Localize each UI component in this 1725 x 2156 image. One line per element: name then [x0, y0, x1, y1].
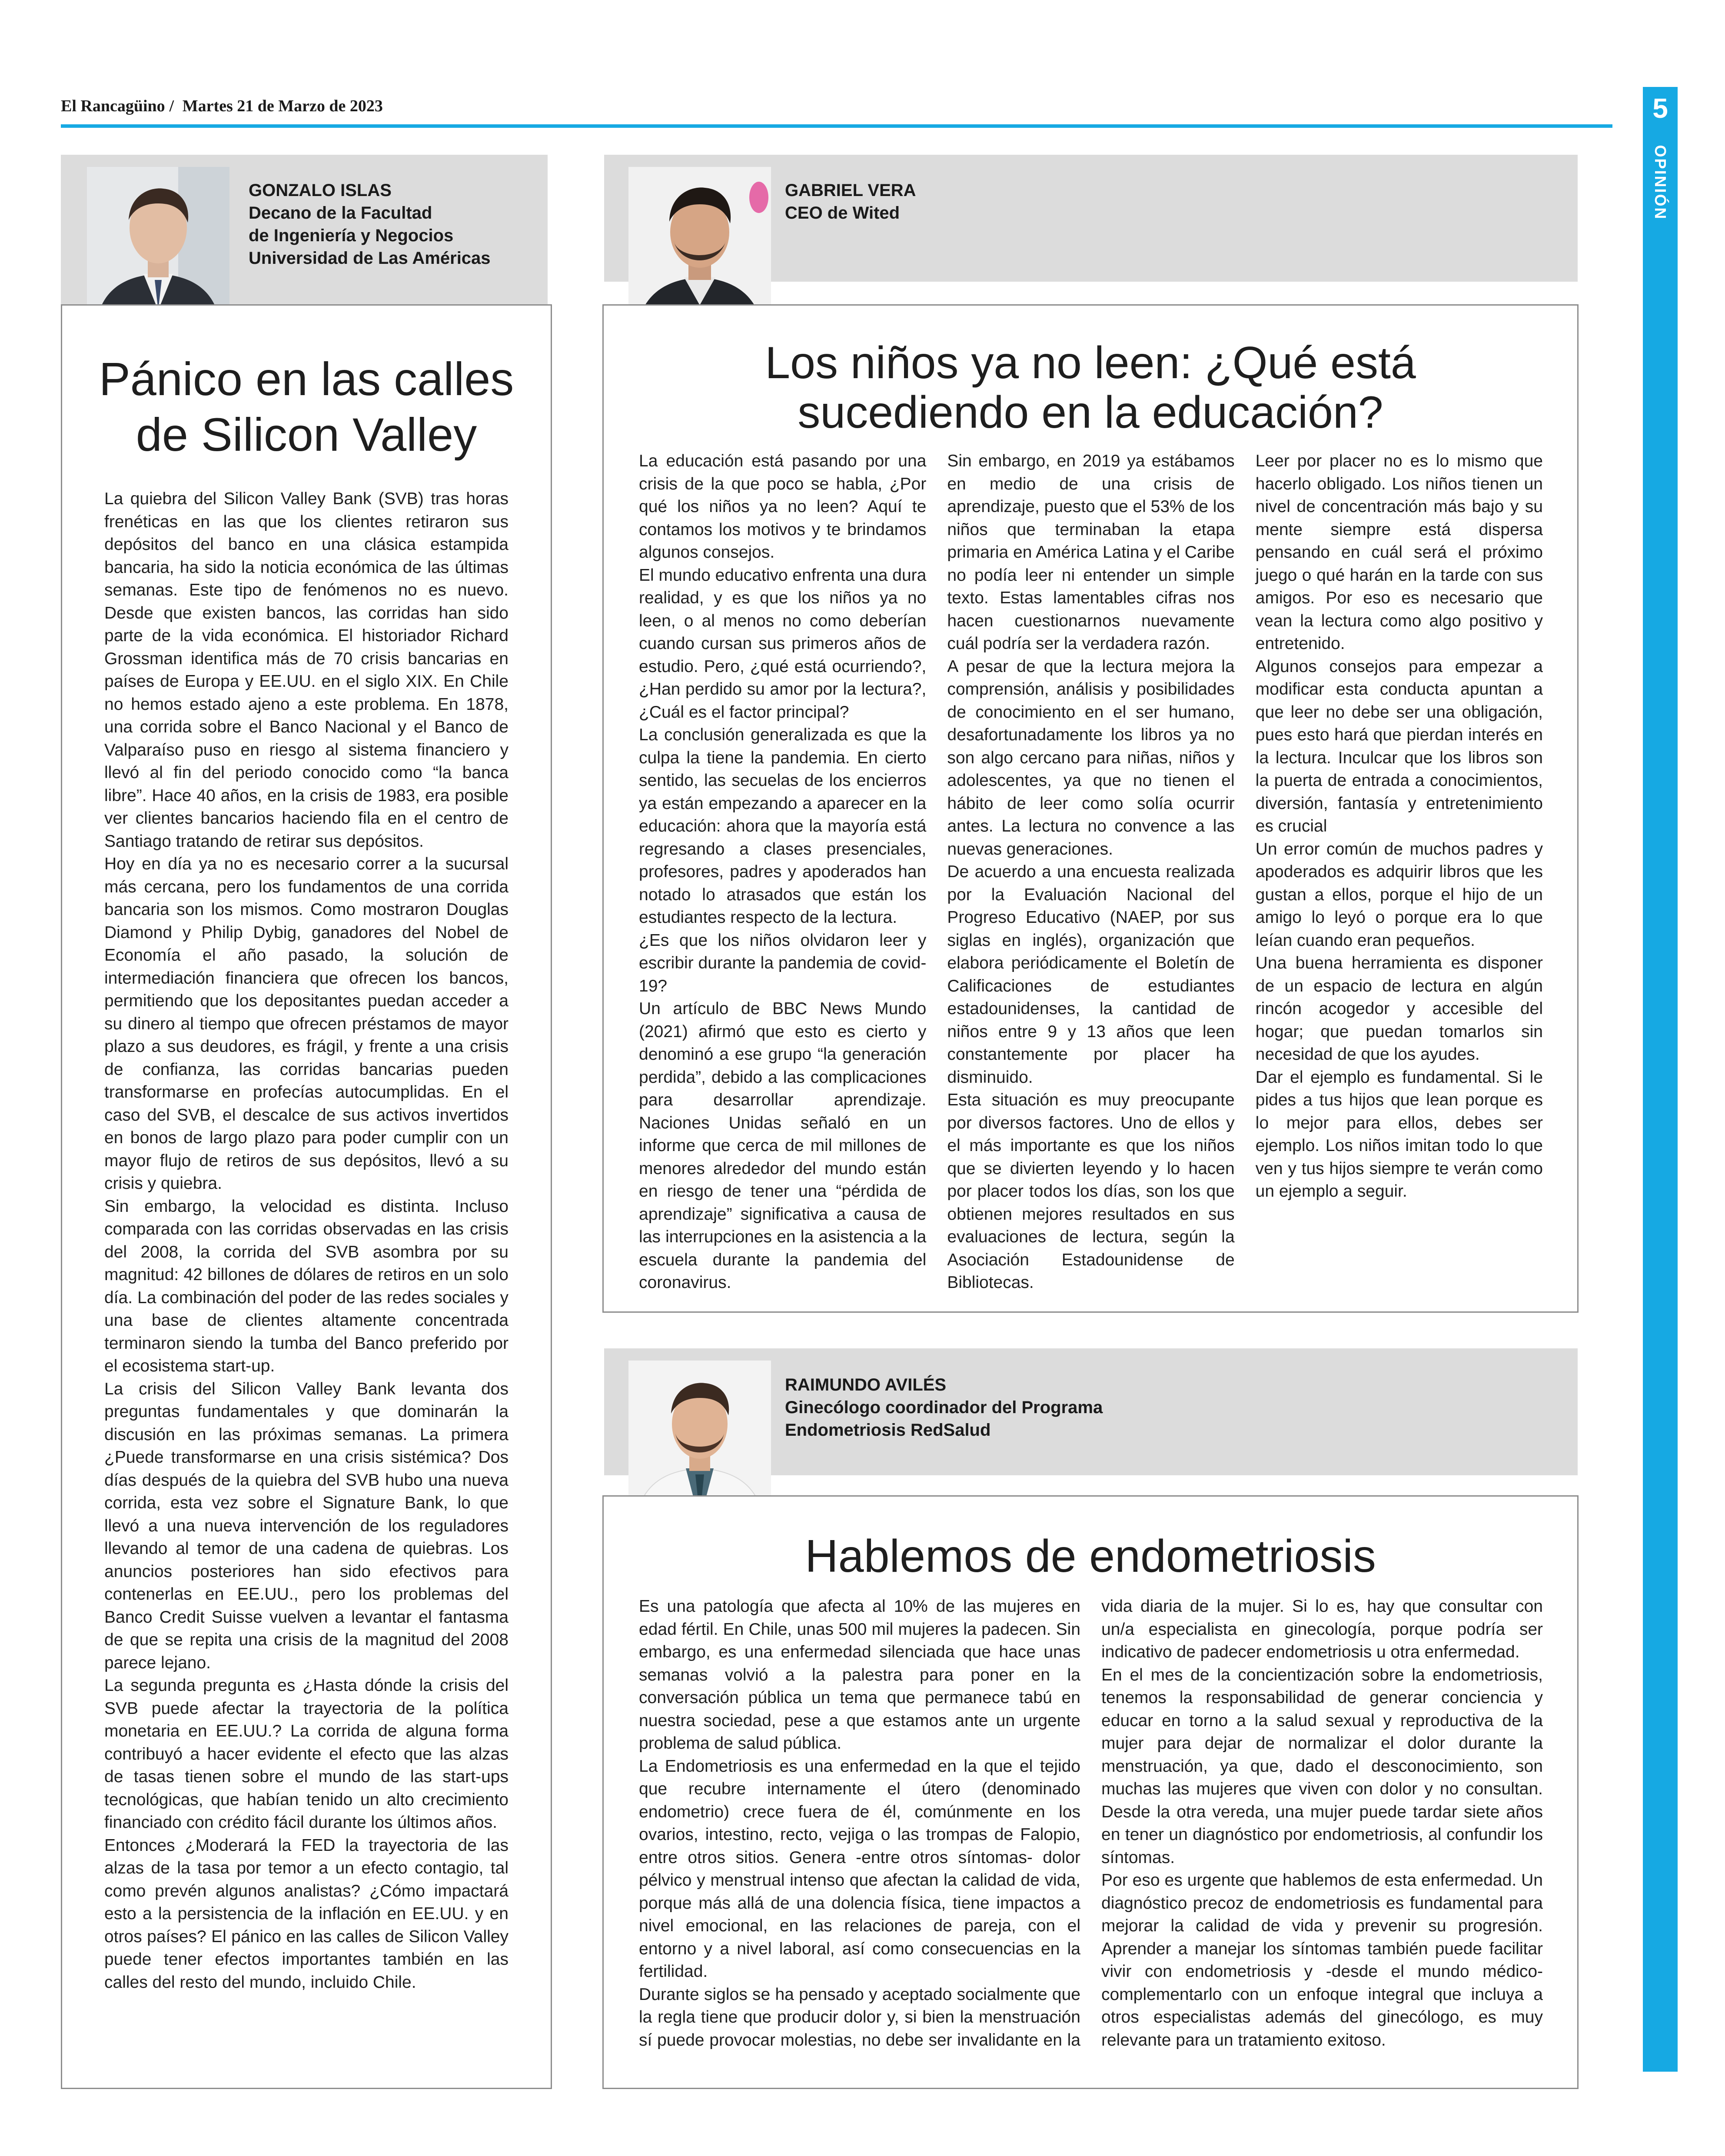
section-strip — [1643, 87, 1678, 2072]
headline-line: Los niños ya no leen: ¿Qué está — [765, 338, 1416, 388]
paper-name: El Rancagüino — [61, 97, 165, 115]
author-meta-islas — [249, 179, 535, 270]
author-name: RAIMUNDO AVILÉS — [785, 1375, 947, 1394]
section-label — [1643, 139, 1678, 226]
paragraph: Hoy en día ya no es necesario correr a la sucursal más cercana, pero los fundamentos de una corrida bancaria son los mismos. Como mostraron Douglas Diamond y Philip Dybig, ganadores del Nobel de Economía el año pasado, la solución de intermediación financiera que ofrecen los bancos, permitiendo que los depositantes puedan acceder a su dinero al tiempo que ofrecen préstamos de mayor plazo a sus deudores, es frágil, y frente a una crisis de confianza, las corridas bancarias pueden transformarse en profecías autocumplidas. En el caso del SVB, el descalce de sus activos invertidos en bonos de largo plazo para poder cumplir con un mayor flujo de retiros de sus depósitos, llevó a su crisis y quiebra. — [104, 855, 509, 1193]
portrait-vera-image — [628, 167, 771, 328]
author-photo-islas — [87, 167, 229, 328]
author-photo-vera — [628, 167, 771, 328]
masthead-separator: / — [169, 97, 174, 115]
paragraph: Es una patología que afecta al 10% de las mujeres en edad fértil. En Chile, unas 500 mil mujeres la padecen. Sin embargo, es una enfermedad silenciada que hace unas semanas volvió a la palestra para poner en la conversación pública un tema que permanece tabú en nuestra sociedad, pese a que estamos ante un urgente problema de salud pública. — [639, 1597, 1080, 1753]
paragraph: La Endometriosis es una enfermedad en la que el tejido que recubre internamente el útero (denominado endometrio) crece fuera de él, comúnmente en los ovarios, intestino, recto, vejiga o las trompas de Falopio, entre otros sitios. Genera -entre otros síntomas- dolor pélvico y menstrual intenso que afectan la calidad de vida, porque más allá de una dolencia física, tiene impactos a nivel emocional, en las relaciones de pareja, con el entorno y a nivel laboral, así como consecuencias en la fertilidad. — [639, 1757, 1080, 1981]
paragraph: Entonces ¿Moderará la FED la trayectoria de las alzas de la tasa por temor a un efecto contagio, tal como prevén algunos analistas? ¿Cómo impactará esto a la persistencia de la inflación en EE.UU. y en otros países? El pánico en las calles de Silicon Valley puede tener efectos importantes también en las calles del resto del mundo, incluido Chile. — [104, 1836, 509, 1992]
paragraph: Un artículo de BBC News Mundo (2021) afirmó que esto es cierto y denominó a ese grupo “la generación perdida”, debido a las complicaciones para desarrollar aprendizaje. Naciones Unidas señaló en un informe que cerca de mil millones de menores alrededor del mundo están en riesgo de tener una “pérdida de aprendizaje” significativa a causa de las interrupciones en la asistencia a la escuela durante la pandemia del coronavirus. — [639, 999, 927, 1292]
paragraph: La educación está pasando por una crisis de la que poco se habla, ¿Por qué los niños ya no leen? Aquí te contamos los motivos y te brindamos algunos consejos. — [639, 452, 927, 562]
author-role-line: Decano de la Facultad — [249, 203, 432, 223]
headline-ninos-no-leen — [602, 338, 1579, 437]
paragraph: Sin embargo, en 2019 ya estábamos en medio de una crisis de aprendizaje, puesto que el 53% de los niños que terminaban la etapa primaria en América Latina y el Caribe no podía leer ni entender un simple texto. Estas lamentables cifras nos hacen cuestionarnos nuevamente cuál podría ser la verdadera razón. — [947, 452, 1235, 653]
portrait-islas-image — [87, 167, 229, 328]
top-rule — [61, 124, 1612, 128]
headline-silicon-valley — [61, 351, 552, 462]
paragraph: Una buena herramienta es disponer de un espacio de lectura en algún rincón acogedor y accesible del hogar; que puedan tomarlos sin necesidad de que los ayudes. — [1255, 954, 1543, 1064]
author-role-line: de Ingeniería y Negocios — [249, 226, 454, 245]
article-body-silicon-valley — [104, 488, 509, 2057]
paragraph: La crisis del Silicon Valley Bank levanta dos preguntas fundamentales y que dominarán la discusión en las próximas semanas. La primera ¿Puede transformarse en una crisis sistémica? Dos días después de la quiebra del SVB hubo una nueva corrida, esta vez sobre el Signature Bank, lo que llevó a una nueva intervención de los reguladores llevando al temor de una cadena de quiebras. Los anuncios posteriores han sido efectivos para contenerlas en EE.UU., pero los problemas del Banco Credit Suisse vuelven a levantar el fantasma de que se repita una crisis de la magnitud del 2008 parece lejano. — [104, 1379, 509, 1672]
author-role-line: Endometriosis RedSalud — [785, 1421, 991, 1440]
author-role-line: Universidad de Las Américas — [249, 249, 491, 268]
author-role-line: Ginecólogo coordinador del Programa — [785, 1398, 1103, 1417]
paragraph: Un error común de muchos padres y apoderados es adquirir libros que les gustan a ellos, porque el hijo de un amigo lo leyó o porque era lo que leían cuando eran pequeños. — [1255, 839, 1543, 950]
issue-date: Martes 21 de Marzo de 2023 — [182, 97, 383, 115]
page-number: 5 — [1652, 93, 1668, 124]
paragraph: Dar el ejemplo es fundamental. Si le pides a tus hijos que lean porque es lo mejor para ellos, debes ser ejemplo. Los niños imitan todo lo que ven y tus hijos siempre te verán como un ejemplo a seguir. — [1255, 1068, 1543, 1201]
author-meta-aviles — [785, 1374, 1306, 1441]
author-role-line: CEO de Wited — [785, 203, 900, 223]
paragraph: A pesar de que la lectura mejora la comprensión, análisis y posibilidades de conocimiento en el ser humano, desafortunadamente los libros ya no son algo cercano para niñas, niños y adolescentes, ya que no tienen el hábito de leer como solía ocurrir antes. La lectura no convence a las nuevas generaciones. — [947, 657, 1235, 858]
paragraph: Sin embargo, la velocidad es distinta. Incluso comparada con las corridas observadas en las crisis del 2008, la corrida del SVB asombra por su magnitud: 42 billones de dólares de retiros en un solo día. La combinación del poder de las redes sociales y una base de clientes altamente concentrada terminaron siendo la tumba del Banco preferido por el ecosistema start-up. — [104, 1197, 509, 1375]
paragraph: ¿Es que los niños olvidaron leer y escribir durante la pandemia de covid-19? — [639, 931, 927, 995]
masthead — [61, 96, 1612, 123]
section-label-text: OPINIÓN — [1652, 145, 1669, 220]
paragraph: La segunda pregunta es ¿Hasta dónde la crisis del SVB puede afectar la trayectoria de la política monetaria en EE.UU.? La corrida de alguna forma contribuyó a hacer evidente el efecto que las alzas de tasas tienen sobre el mundo de las start-ups tecnológicas, que habían tenido un alto crecimiento financiado con crédito fácil durante los últimos años. — [104, 1676, 509, 1832]
author-name: GONZALO ISLAS — [249, 181, 392, 200]
paragraph: Por eso es urgente que hablemos de esta enfermedad. Un diagnóstico precoz de endometriosis es fundamental para mejorar la calidad de vida y prevenir su progresión. Aprender a manejar los síntomas también puede facilitar vivir con endometriosis y -desde el mundo médico- complementarlo con un enfoque integral que incluya a otros especialistas además del ginecólogo, es muy relevante para un tratamiento exitoso. — [1101, 1871, 1543, 2050]
paragraph: Durante siglos se ha pensado y aceptado socialmente que la regla tiene que producir dolor y, si bien la menstruación sí puede provocar molestias, no debe ser invalidante en la vida diaria de la mujer. Si lo es, hay que consultar con un/a especialista en ginecología, porque podría ser indicativo de padecer endometriosis u otra enfermedad. — [639, 1597, 1543, 2050]
headline-line: de Silicon Valley — [136, 408, 477, 461]
paragraph: Leer por placer no es lo mismo que hacerlo obligado. Los niños tienen un nivel de concentración más bajo y su mente siempre está dispersa pensando en cuál será el próximo juego o qué harán en la tarde con sus amigos. Por eso es necesario que vean la lectura como algo positivo y entretenido. — [1255, 452, 1543, 653]
paragraph: Algunos consejos para empezar a modificar esta conducta apuntan a que leer no debe ser una obligación, pues esto hará que pierdan interés en la lectura. Inculcar que los libros son la puerta de entrada a conocimientos, diversión, fantasía y entretenimiento es crucial — [1255, 657, 1543, 835]
author-name: GABRIEL VERA — [785, 181, 916, 200]
headline-endometriosis — [602, 1529, 1579, 1583]
headline-line: sucediendo en la educación? — [798, 387, 1383, 438]
headline-line: Hablemos de endometriosis — [805, 1530, 1376, 1582]
article-body-ninos-no-leen — [639, 450, 1543, 1298]
paragraph: La conclusión generalizada es que la culpa la tiene la pandemia. En cierto sentido, las secuelas de los encierros ya están empezando a aparecer en la educación: ahora que la mayoría está regresando a clases presenciales, profesores, padres y apoderados han notado lo atrasados que están los estudiantes respecto de la lectura. — [639, 725, 927, 927]
headline-line: Pánico en las calles — [99, 353, 514, 405]
author-meta-vera — [785, 179, 1176, 224]
article-body-endometriosis — [639, 1595, 1543, 2073]
paragraph: El mundo educativo enfrenta una dura realidad, y es que los niños ya no leen, o al menos no como deberían cuando cursan sus primeros años de estudio. Pero, ¿qué está ocurriendo?, ¿Han perdido su amor por la lectura?, ¿Cuál es el factor principal? — [639, 566, 927, 722]
paragraph: Esta situación es muy preocupante por diversos factores. Uno de ellos y el más importante es que los niños que se divierten leyendo y lo hacen por placer todos los días, son los que obtienen mejores resultados en sus evaluaciones de lectura, según la Asociación Estadounidense de Bibliotecas. — [947, 1091, 1235, 1292]
paragraph: En el mes de la concientización sobre la endometriosis, tenemos la responsabilidad de generar conciencia y educar en torno a la salud sexual y reproductiva de la mujer para dejar de normalizar el dolor durante la menstruación, ya que, dado el desconocimiento, son muchas las mujeres que viven con dolor y no consultan. Desde la otra vereda, una mujer puede tardar siete años en tener un diagnóstico por endometriosis, al confundir los síntomas. — [1101, 1665, 1543, 1867]
paragraph: De acuerdo a una encuesta realizada por la Evaluación Nacional del Progreso Educativo (NAEP, por sus siglas en inglés), organización que elabora periódicamente el Boletín de Calificaciones de estudiantes estadounidenses, la cantidad de niños entre 9 y 13 años que leen constantemente por placer ha disminuido. — [947, 862, 1235, 1087]
paragraph: La quiebra del Silicon Valley Bank (SVB) tras horas frenéticas en las que los clientes retiraron sus depósitos del banco en una clásica estampida bancaria, ha sido la noticia económica de las últimas semanas. Este tipo de fenómenos no es nuevo. Desde que existen bancos, las corridas han sido parte de la vida económica. El historiador Richard Grossman identifica más de 70 crisis bancarias en países de Europa y EE.UU. en el siglo XIX. En Chile no hemos estado ajeno a este problema. En 1878, una corrida sobre el Banco Nacional y el Banco de Valparaíso puso en riesgo al sistema financiero y llevó al fin del periodo conocido como “la banca libre”. Hace 40 años, en la crisis de 1983, era posible ver clientes bancarios haciendo fila en el centro de Santiago tratando de retirar sus depósitos. — [104, 489, 509, 851]
